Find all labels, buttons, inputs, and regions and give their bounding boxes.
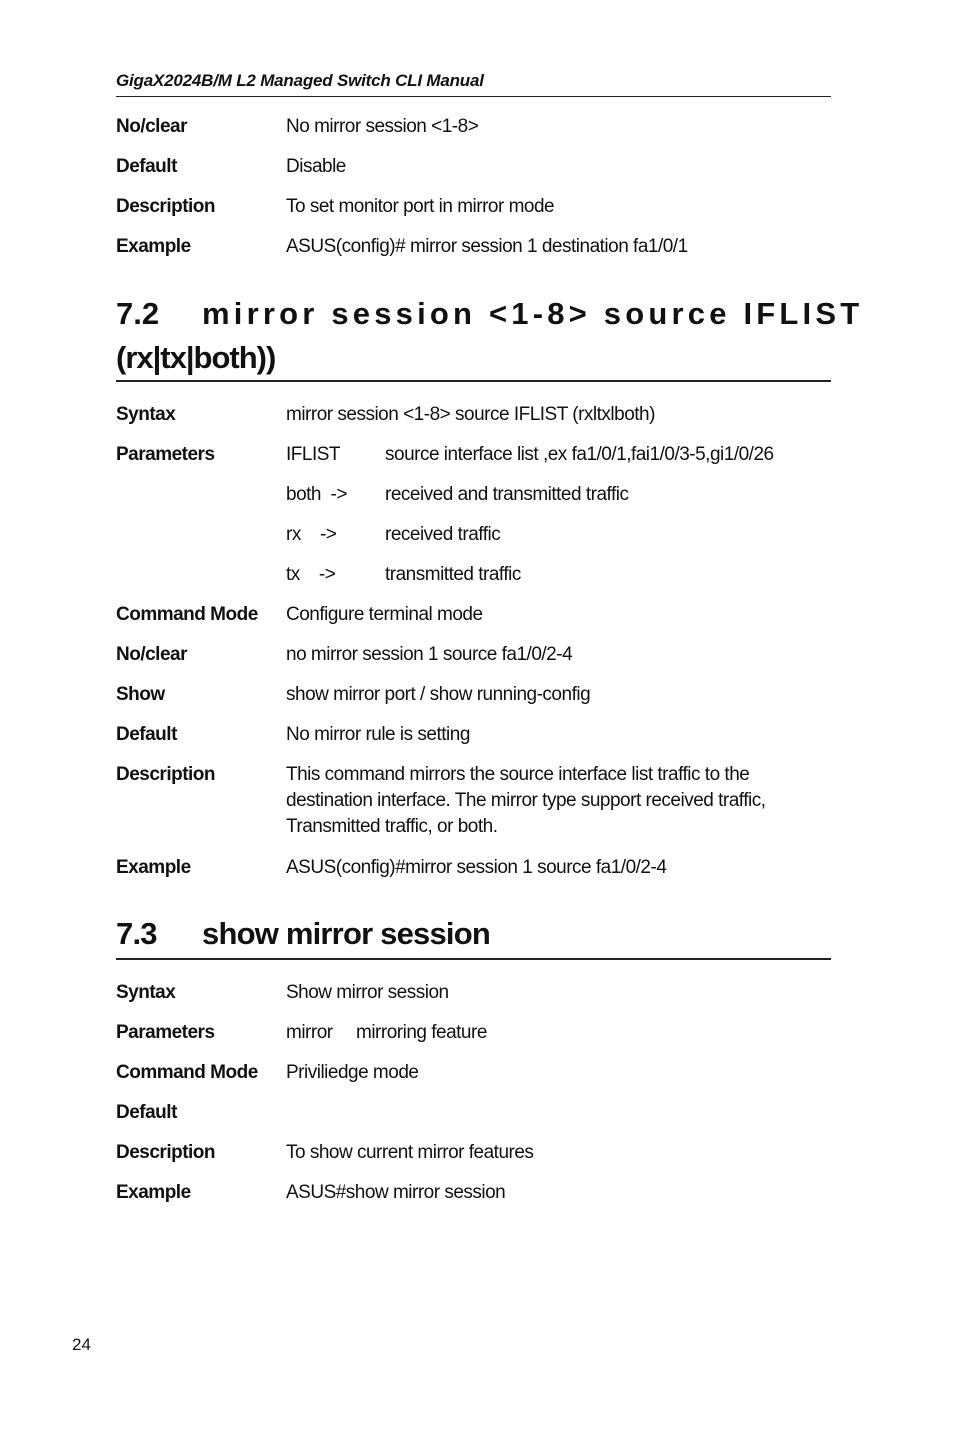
description-line: destination interface. The mirror type support received traffic, bbox=[286, 790, 766, 811]
row-value: no mirror session 1 source fa1/0/2-4 bbox=[286, 644, 573, 665]
param-desc: received and transmitted traffic bbox=[385, 484, 629, 505]
row-value: ASUS(config)#mirror session 1 source fa1/0/2-4 bbox=[286, 857, 667, 878]
row-label: Show bbox=[116, 684, 165, 705]
param-name: mirror bbox=[286, 1022, 333, 1043]
row-label: Description bbox=[116, 196, 216, 217]
row-value: Disable bbox=[286, 156, 346, 177]
param-name: both -> bbox=[286, 484, 347, 505]
row-label: No/clear bbox=[116, 116, 187, 137]
param-name: IFLIST bbox=[286, 444, 341, 465]
row-label: Command Mode bbox=[116, 1062, 258, 1083]
section-heading-line1 bbox=[116, 292, 864, 336]
description-text bbox=[286, 762, 831, 840]
section-7-3-heading bbox=[116, 912, 831, 960]
section-number: 7.2 bbox=[116, 296, 160, 331]
row-label: Syntax bbox=[116, 982, 176, 1003]
param-desc: transmitted traffic bbox=[385, 564, 521, 585]
row-label: Default bbox=[116, 156, 177, 177]
section-heading-line2: (rx|tx|both)) bbox=[116, 340, 276, 375]
section-heading-text: mirror session <1-8> source IFLIST bbox=[202, 296, 864, 331]
row-value: No mirror rule is setting bbox=[286, 724, 470, 745]
section-7-2-heading bbox=[116, 292, 864, 382]
row-label: Description bbox=[116, 1142, 216, 1163]
param-desc: received traffic bbox=[385, 524, 501, 545]
section-number: 7.3 bbox=[116, 916, 157, 951]
param-name: rx -> bbox=[286, 524, 337, 545]
row-value: mirror session <1-8> source IFLIST (rxltxlboth) bbox=[286, 404, 655, 425]
section-heading-text: show mirror session bbox=[202, 916, 491, 951]
row-value: Priviliedge mode bbox=[286, 1062, 419, 1083]
row-label: Default bbox=[116, 724, 177, 745]
row-value: show mirror port / show running-config bbox=[286, 684, 591, 705]
row-value: No mirror session <1-8> bbox=[286, 116, 479, 137]
row-label: Parameters bbox=[116, 444, 215, 465]
param-name: tx -> bbox=[286, 564, 336, 585]
row-label: Parameters bbox=[116, 1022, 215, 1043]
row-label: Example bbox=[116, 1182, 191, 1203]
description-line: This command mirrors the source interface list traffic to the bbox=[286, 764, 750, 785]
row-label: Command Mode bbox=[116, 604, 258, 625]
running-header: GigaX2024B/M L2 Managed Switch CLI Manual bbox=[116, 70, 831, 97]
row-label: Default bbox=[116, 1102, 177, 1123]
param-desc: source interface list ,ex fa1/0/1,fai1/0/3-5,gi1/0/26 bbox=[385, 444, 774, 465]
row-value: ASUS#show mirror session bbox=[286, 1182, 506, 1203]
row-label: Example bbox=[116, 857, 191, 878]
row-label: Syntax bbox=[116, 404, 176, 425]
row-value: To show current mirror features bbox=[286, 1142, 534, 1163]
row-value: ASUS(config)# mirror session 1 destination fa1/0/1 bbox=[286, 236, 688, 257]
row-label: Description bbox=[116, 764, 216, 785]
row-value: To set monitor port in mirror mode bbox=[286, 196, 555, 217]
row-label: Example bbox=[116, 236, 191, 257]
param-desc: mirroring feature bbox=[356, 1022, 487, 1043]
description-line: Transmitted traffic, or both. bbox=[286, 816, 498, 837]
row-label: No/clear bbox=[116, 644, 187, 665]
row-value: Configure terminal mode bbox=[286, 604, 483, 625]
row-value: Show mirror session bbox=[286, 982, 449, 1003]
page-number: 24 bbox=[72, 1335, 91, 1354]
